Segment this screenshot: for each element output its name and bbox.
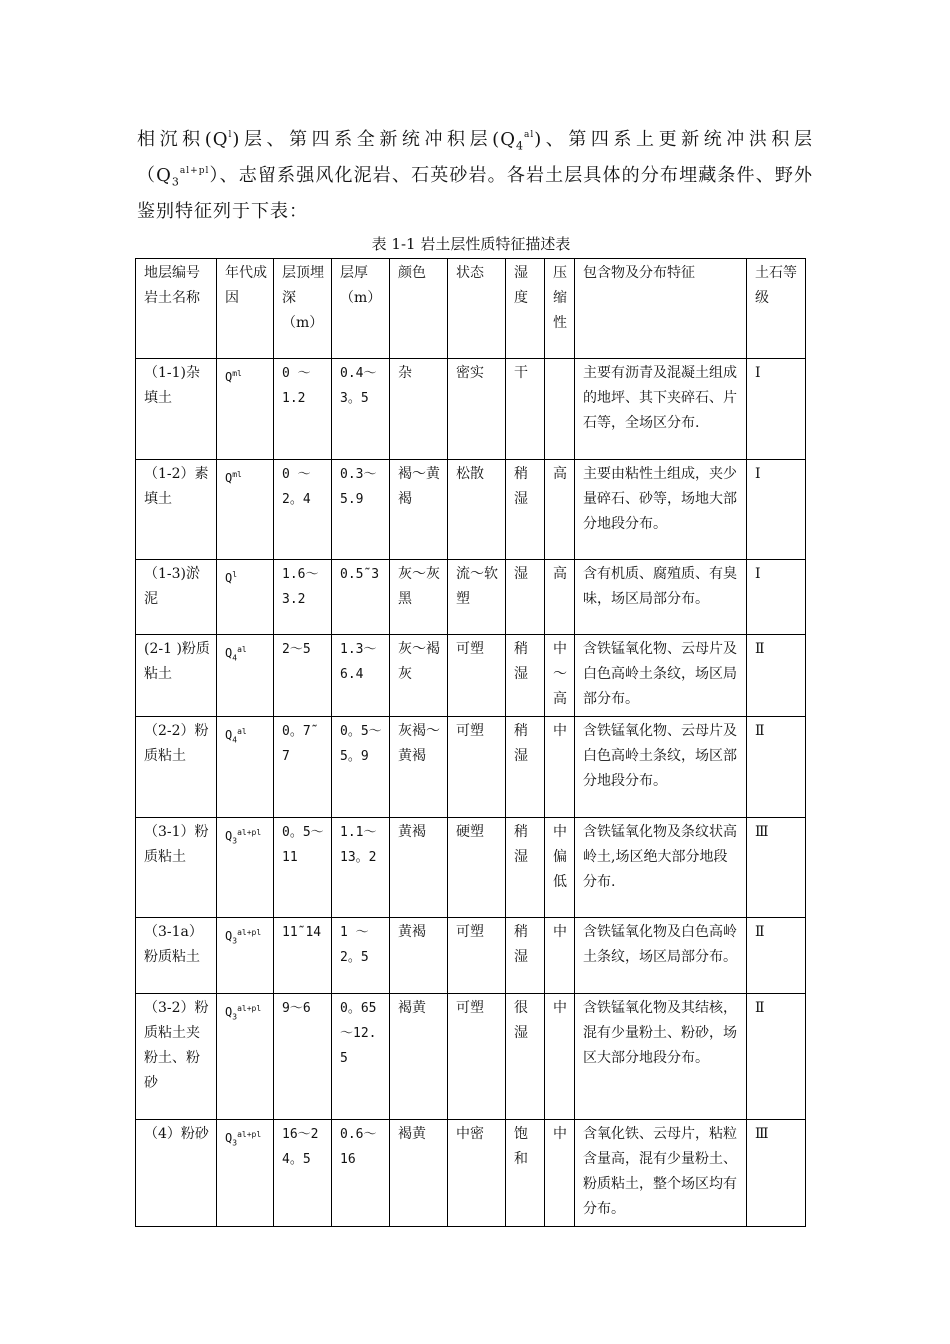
- header-age: 年代成因: [217, 259, 274, 359]
- cell-color: 褐黄: [390, 994, 448, 1120]
- header-depth: 层顶埋深（m）: [274, 259, 332, 359]
- intro-text-1: 相沉积(Q: [137, 129, 229, 150]
- cell-depth: 0 ～2。4: [274, 460, 332, 560]
- cell-thickness: 0.4～3。5: [332, 359, 390, 460]
- cell-thickness: 0。5～5。9: [332, 717, 390, 818]
- cell-depth: 16～24。5: [274, 1120, 332, 1227]
- table-row: [136, 359, 806, 460]
- cell-age: [217, 818, 274, 918]
- cell-desc: 主要有沥青及混凝土组成的地坪、其下夹碎石、片石等，全场区分布.: [575, 359, 747, 460]
- age-base: Q: [225, 1131, 233, 1145]
- table-header-row: [136, 259, 806, 359]
- cell-state: 松散: [448, 460, 506, 560]
- cell-color: 黄褐: [390, 918, 448, 994]
- cell-name: （1-2）素填土: [136, 460, 217, 560]
- cell-thickness: 0。65 ～12.5: [332, 994, 390, 1120]
- cell-compress: 高: [545, 560, 575, 635]
- cell-color: 杂: [390, 359, 448, 460]
- intro-text-4: ）、志留系强风化泥岩、石英砂岩。各岩土层具体的分布埋藏条件、野外鉴别特征列于下表：: [137, 165, 813, 222]
- cell-grade: Ⅲ: [747, 1120, 806, 1227]
- cell-grade: Ⅱ: [747, 918, 806, 994]
- cell-humidity: 稍湿: [506, 460, 545, 560]
- cell-age: [217, 460, 274, 560]
- cell-state: 可塑: [448, 717, 506, 818]
- cell-humidity: 很湿: [506, 994, 545, 1120]
- age-base: Q: [225, 370, 233, 384]
- cell-compress: 中: [545, 994, 575, 1120]
- age-base: Q: [225, 728, 233, 742]
- table-row: [136, 635, 806, 717]
- age-base: Q: [225, 929, 233, 943]
- header-desc: 包含物及分布特征: [575, 259, 747, 359]
- cell-state: 中密: [448, 1120, 506, 1227]
- cell-desc: 含铁锰氧化物、云母片及白色高岭土条纹，场区局部分布。: [575, 635, 747, 717]
- intro-sub-3: 3: [171, 175, 180, 189]
- cell-compress: 中～高: [545, 635, 575, 717]
- cell-humidity: 稍湿: [506, 818, 545, 918]
- age-base: Q: [225, 1005, 233, 1019]
- cell-desc: 主要由粘性土组成，夹少量碎石、砂等，场地大部分地段分布。: [575, 460, 747, 560]
- age-subscript: 4: [232, 653, 238, 663]
- cell-desc: 含铁锰氧化物及条纹状高岭土,场区绝大部分地段分布.: [575, 818, 747, 918]
- cell-thickness: 1.1～13。2: [332, 818, 390, 918]
- header-color: 颜色: [390, 259, 448, 359]
- cell-color: 灰～灰黑: [390, 560, 448, 635]
- cell-state: 可塑: [448, 635, 506, 717]
- table-row: [136, 560, 806, 635]
- age-subscript: 3: [232, 1012, 238, 1022]
- cell-thickness: 1.3～6.4: [332, 635, 390, 717]
- intro-sub-2: 4: [515, 139, 524, 153]
- cell-thickness: 1 ～2。5: [332, 918, 390, 994]
- age-base: Q: [225, 571, 233, 585]
- cell-depth: 11˜14: [274, 918, 332, 994]
- intro-paragraph: [137, 122, 813, 230]
- age-base: Q: [225, 471, 233, 485]
- cell-color: 褐黄: [390, 1120, 448, 1227]
- age-base: Q: [225, 646, 233, 660]
- cell-name: (2-1 )粉质粘土: [136, 635, 217, 717]
- cell-grade: Ⅱ: [747, 994, 806, 1120]
- age-subscript: 3: [232, 1138, 238, 1148]
- age-subscript: 4: [232, 735, 238, 745]
- soil-properties-table: [135, 258, 806, 1227]
- cell-name: （2-2）粉质粘土: [136, 717, 217, 818]
- cell-age: [217, 560, 274, 635]
- cell-name: （3-1a）粉质粘土: [136, 918, 217, 994]
- table-row: [136, 818, 806, 918]
- header-state: 状态: [448, 259, 506, 359]
- cell-grade: Ⅱ: [747, 635, 806, 717]
- cell-age: [217, 918, 274, 994]
- age-subscript: 3: [232, 836, 238, 846]
- cell-desc: 含氧化铁、云母片，粘粒含量高，混有少量粉土、粉质粘土，整个场区均有分布。: [575, 1120, 747, 1227]
- cell-desc: 含铁锰氧化物及其结核，混有少量粉土、粉砂，场区大部分地段分布。: [575, 994, 747, 1120]
- cell-depth: 1.6～3.2: [274, 560, 332, 635]
- cell-thickness: 0.5˜3: [332, 560, 390, 635]
- cell-age: [217, 717, 274, 818]
- table-row: [136, 994, 806, 1120]
- age-superscript: al+pl: [237, 928, 262, 937]
- cell-thickness: 0.3～5.9: [332, 460, 390, 560]
- cell-depth: 2～5: [274, 635, 332, 717]
- header-name: 地层编号岩土名称: [136, 259, 217, 359]
- cell-compress: 中: [545, 918, 575, 994]
- cell-compress: [545, 359, 575, 460]
- cell-age: [217, 994, 274, 1120]
- age-superscript: al+pl: [237, 1004, 262, 1013]
- cell-humidity: 干: [506, 359, 545, 460]
- cell-depth: 0 ～1.2: [274, 359, 332, 460]
- intro-sup-3: al+pl: [179, 166, 210, 176]
- cell-color: 灰～褐灰: [390, 635, 448, 717]
- cell-compress: 中: [545, 717, 575, 818]
- cell-age: [217, 1120, 274, 1227]
- cell-desc: 含有机质、腐殖质、有臭味，场区局部分布。: [575, 560, 747, 635]
- cell-name: （3-1）粉质粘土: [136, 818, 217, 918]
- cell-humidity: 湿: [506, 560, 545, 635]
- age-superscript: al: [237, 645, 247, 654]
- header-thickness: 层厚（m）: [332, 259, 390, 359]
- cell-grade: Ⅰ: [747, 460, 806, 560]
- age-superscript: ml: [232, 369, 242, 378]
- intro-sup-2: al: [523, 130, 535, 140]
- age-superscript: al: [237, 727, 247, 736]
- cell-depth: 0。7˜7: [274, 717, 332, 818]
- cell-name: （1-3)淤泥: [136, 560, 217, 635]
- cell-depth: 0。5～11: [274, 818, 332, 918]
- age-superscript: ml: [232, 470, 242, 479]
- table-row: [136, 1120, 806, 1227]
- cell-color: 灰褐～黄褐: [390, 717, 448, 818]
- cell-state: 硬塑: [448, 818, 506, 918]
- cell-age: [217, 359, 274, 460]
- cell-state: 可塑: [448, 918, 506, 994]
- cell-grade: Ⅰ: [747, 359, 806, 460]
- cell-desc: 含铁锰氧化物及白色高岭土条纹，场区局部分布。: [575, 918, 747, 994]
- cell-compress: 中: [545, 1120, 575, 1227]
- cell-grade: Ⅲ: [747, 818, 806, 918]
- cell-state: 密实: [448, 359, 506, 460]
- cell-color: 黄褐: [390, 818, 448, 918]
- cell-name: （3-2）粉质粘土夹粉土、粉砂: [136, 994, 217, 1120]
- age-subscript: 3: [232, 936, 238, 946]
- table-caption: 表 1-1 岩土层性质特征描述表: [371, 235, 571, 253]
- header-grade: 土石等级: [747, 259, 806, 359]
- cell-name: （1-1)杂填土: [136, 359, 217, 460]
- cell-desc: 含铁锰氧化物、云母片及白色高岭土条纹，场区部分地段分布。: [575, 717, 747, 818]
- cell-thickness: 0.6～16: [332, 1120, 390, 1227]
- header-compress: 压缩性: [545, 259, 575, 359]
- cell-grade: Ⅱ: [747, 717, 806, 818]
- table-row: [136, 717, 806, 818]
- intro-sup-1: l: [228, 130, 233, 140]
- cell-name: （4）粉砂: [136, 1120, 217, 1227]
- table-row: [136, 918, 806, 994]
- cell-compress: 高: [545, 460, 575, 560]
- cell-humidity: 稍湿: [506, 918, 545, 994]
- age-superscript: al+pl: [237, 828, 262, 837]
- age-superscript: al+pl: [237, 1130, 262, 1139]
- age-base: Q: [225, 829, 233, 843]
- cell-age: [217, 635, 274, 717]
- cell-compress: 中偏低: [545, 818, 575, 918]
- cell-state: 流～软塑: [448, 560, 506, 635]
- intro-text-2: )层、第四系全新统冲积层(Q: [232, 129, 516, 150]
- cell-state: 可塑: [448, 994, 506, 1120]
- cell-grade: Ⅰ: [747, 560, 806, 635]
- table-row: [136, 460, 806, 560]
- intro-text-3: )、第四系上更新统冲洪积层（Q: [137, 129, 813, 186]
- cell-humidity: 稍湿: [506, 717, 545, 818]
- header-humidity: 湿度: [506, 259, 545, 359]
- cell-humidity: 稍湿: [506, 635, 545, 717]
- cell-color: 褐～黄褐: [390, 460, 448, 560]
- cell-humidity: 饱和: [506, 1120, 545, 1227]
- cell-depth: 9～6: [274, 994, 332, 1120]
- age-superscript: l: [232, 570, 238, 579]
